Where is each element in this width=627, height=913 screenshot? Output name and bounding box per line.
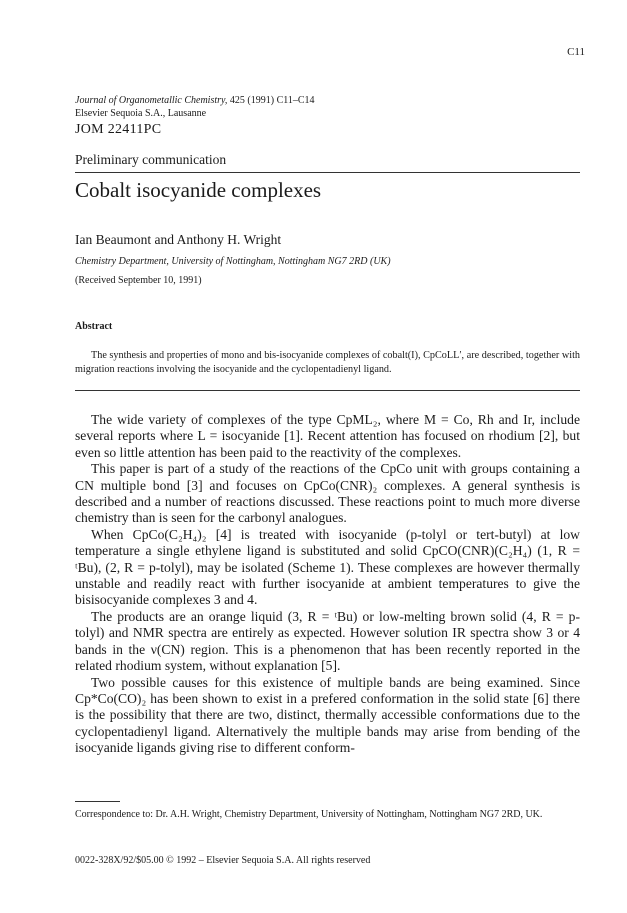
copyright-line: 0022-328X/92/$05.00 © 1992 – Elsevier Sequoia S.A. All rights reserved	[75, 855, 371, 866]
body-paragraph-4: The products are an orange liquid (3, R = ᵗBu) or low-melting brown solid (4, R = p-tolyl) and NMR spectra are entirely as expected. However solution IR spectra show 3 or 4 bands in the ν(CN) region. This is a phenomenon that has been recently reported in the related rhodium system, without explanation [5].	[75, 608, 580, 674]
body-paragraph-5: Two possible causes for this existence of multiple bands are being examined. Since Cp*Co(CO)₂ has been shown to exist in a prefered conformation in the solid state [6] there is the possibility that there are two, distinct, thermally accessible conformations due to the cyclopentadienyl ligand. Alternatively the multiple bands may arise from bending of the isocyanide ligands giving rise to different conform-	[75, 674, 580, 756]
correspondence-note: Correspondence to: Dr. A.H. Wright, Chemistry Department, University of Nottingham, Nottingham NG7 2RD, UK.	[75, 809, 543, 820]
abstract-text: The synthesis and properties of mono and bis-isocyanide complexes of cobalt(I), CpCoLL′, are described, together with migration reactions involving the isocyanide and the cyclopentadienyl ligand.	[75, 350, 580, 375]
footnote-rule	[75, 801, 120, 802]
page-number: C11	[567, 46, 585, 58]
body-paragraph-3: When CpCo(C₂H₄)₂ [4] is treated with isocyanide (p-tolyl or tert-butyl) at low temperature a single ethylene ligand is substituted and solid CpCO(CNR)(C₂H₄) (1, R = ᵗBu), (2, R = p-tolyl), may be isolated (Scheme 1). These complexes are however thermally unstable and readily react with further isocyanide at ambient temperatures to give the bisisocyanide complexes 3 and 4.	[75, 526, 580, 608]
journal-title: Journal of Organometallic Chemistry,	[75, 95, 228, 106]
section-label: Preliminary communication	[75, 152, 227, 167]
affiliation: Chemistry Department, University of Nottingham, Nottingham NG7 2RD (UK)	[75, 256, 391, 267]
section-rule	[75, 172, 580, 173]
article-body	[75, 412, 580, 757]
body-paragraph-1: The wide variety of complexes of the type CpML₂, where M = Co, Rh and Ir, include several reports where L = isocyanide [1]. Recent attention has focused on rhodium [2], but even so little attention has been paid to the reactivity of the complexes.	[75, 412, 580, 460]
body-paragraph-2: This paper is part of a study of the reactions of the CpCo unit with groups containing a CN multiple bond [3] and focuses on CpCo(CNR)₂ complexes. A general synthesis is described and a number of reactions discussed. These reactions point to much more diverse chemistry than is seen for the carbonyl analogues.	[75, 461, 580, 526]
article-title: Cobalt isocyanide complexes	[75, 178, 322, 202]
publisher: Elsevier Sequoia S.A., Lausanne	[75, 107, 207, 119]
received-date: (Received September 10, 1991)	[75, 275, 202, 286]
jom-code: JOM 22411PC	[75, 122, 162, 137]
authors: Ian Beaumont and Anthony H. Wright	[75, 232, 282, 247]
journal-volume-pages: 425 (1991) C11–C14	[227, 95, 315, 106]
abstract-rule	[75, 390, 580, 391]
journal-citation	[75, 95, 315, 120]
abstract-heading: Abstract	[75, 321, 113, 332]
citation-line	[75, 95, 315, 108]
